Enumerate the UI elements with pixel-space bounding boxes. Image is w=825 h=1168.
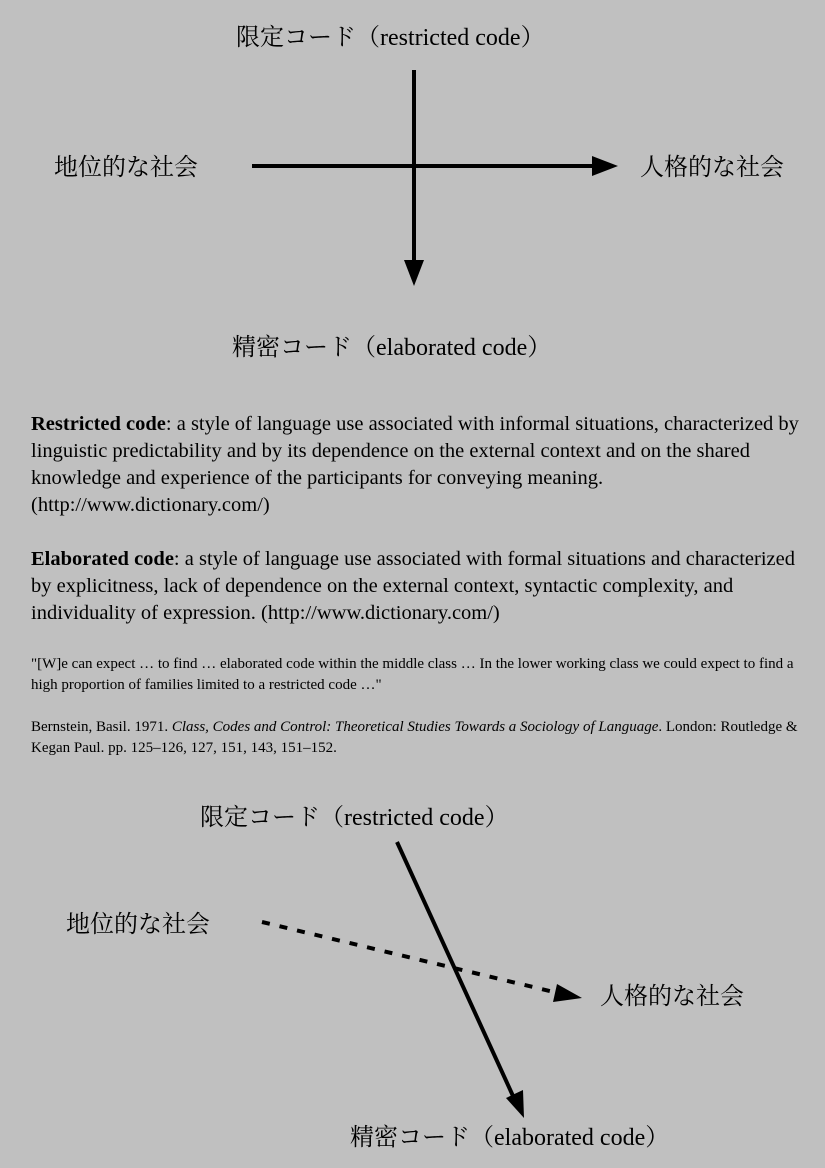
restricted-label-jp: 限定コード — [236, 23, 356, 51]
restricted-label-en: （restricted code） — [320, 805, 509, 831]
top-diagram-elaborated-label — [232, 332, 551, 363]
person-society-text: 人格的な社会 — [640, 153, 784, 181]
elaborated-label-jp: 精密コード — [350, 1123, 470, 1151]
citation-title: Class, Codes and Control: Theoretical Studies Towards a Sociology of Language — [171, 719, 659, 735]
bernstein-citation — [31, 717, 816, 759]
restricted-code-definition — [31, 411, 816, 519]
status-society-text: 地位的な社会 — [54, 153, 198, 181]
elaborated-code-definition — [31, 546, 816, 627]
restricted-label-en: （restricted code） — [356, 25, 545, 51]
person-society-text: 人格的な社会 — [600, 982, 744, 1010]
bottom-dashed-axis — [262, 922, 558, 993]
bottom-diagram-person-society-label — [600, 981, 744, 1011]
bernstein-quote: "[W]e can expect … to find … elaborated code within the middle class … In the lower working class we could expect to find a high proportion of families limited to a restricted code …" — [31, 656, 794, 693]
elaborated-code-text: : a style of language use associated with formal situations and characterized by explicitness, lack of dependence on the external context, syntactic complexity, and individuality of expression. (http://www.dictionary.com/) — [31, 548, 795, 624]
top-diagram-person-society-label — [640, 152, 784, 182]
restricted-label-jp: 限定コード — [200, 803, 320, 831]
restricted-code-text: : a style of language use associated with informal situations, characterized by linguistic predictability and by its dependence on the external context and on the shared knowledge and experience of the participants for conveying meaning. (http://www.dictionary.com/) — [31, 413, 799, 516]
bottom-dashed-arrowhead — [553, 984, 582, 1002]
elaborated-label-jp: 精密コード — [232, 333, 352, 361]
top-vertical-arrowhead — [404, 260, 424, 286]
bottom-diagram-restricted-label — [200, 802, 509, 833]
restricted-code-term: Restricted code — [31, 413, 166, 435]
top-horizontal-arrowhead — [592, 156, 618, 176]
definitions-block — [31, 411, 816, 654]
quote-block — [31, 654, 816, 780]
elaborated-label-en: （elaborated code） — [352, 335, 552, 361]
top-diagram-status-society-label — [54, 152, 198, 182]
bottom-diagram-status-society-label — [66, 909, 210, 939]
status-society-text: 地位的な社会 — [66, 910, 210, 938]
bottom-solid-arrowhead — [506, 1090, 524, 1118]
citation-prefix: Bernstein, Basil. 1971. — [31, 719, 172, 735]
bottom-diagram-elaborated-label — [350, 1122, 669, 1153]
elaborated-label-en: （elaborated code） — [470, 1125, 670, 1151]
top-diagram-restricted-label — [236, 22, 545, 53]
citation-suffix: . London: Routledge & Kegan Paul. pp. 125–126, 127, 151, 143, 151–152. — [31, 719, 798, 756]
elaborated-code-term: Elaborated code — [31, 548, 174, 570]
